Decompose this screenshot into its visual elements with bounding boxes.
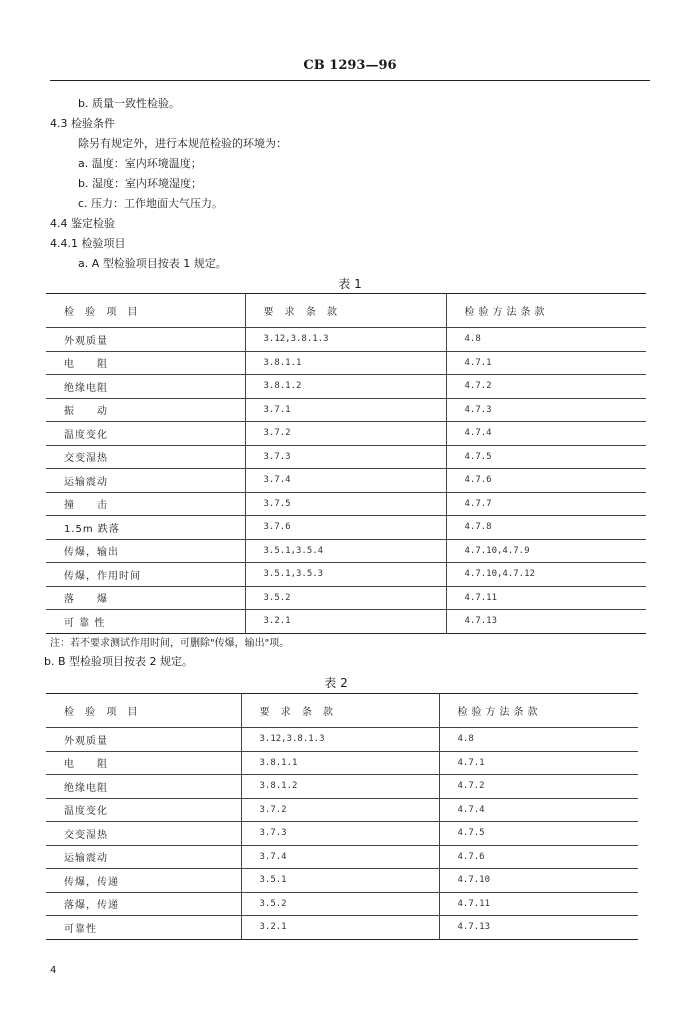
requirement-clause: 3.12,3.8.1.3 [245, 328, 446, 352]
body-line: b. 湿度：室内环境湿度； [78, 177, 202, 190]
table-row [46, 586, 646, 610]
table-row [46, 798, 638, 822]
requirement-clause: 3.8.1.1 [245, 351, 446, 375]
table-row [46, 610, 646, 634]
section-heading: 4.4 鉴定检验 [50, 217, 115, 230]
requirement-clause: 3.2.1 [241, 916, 439, 940]
table-row [46, 892, 638, 916]
table-row [46, 563, 646, 587]
table-row [46, 492, 646, 516]
inspection-item: 交变湿热 [46, 445, 245, 469]
table-row [46, 516, 646, 540]
table2-caption: 表 2 [324, 676, 348, 690]
test-method-clause: 4.7.4 [446, 422, 646, 446]
requirement-clause: 3.5.1,3.5.3 [245, 563, 446, 587]
test-method-clause: 4.7.4 [439, 798, 638, 822]
column-header: 检验方法条款 [446, 294, 646, 328]
standard-code: CB 1293—96 [303, 58, 397, 73]
requirement-clause: 3.7.2 [241, 798, 439, 822]
body-line: a. 温度：室内环境温度； [78, 157, 202, 170]
column-header: 检 验 项 目 [64, 707, 142, 718]
body-line: b. 质量一致性检验。 [78, 97, 180, 110]
column-header: 要 求 条 款 [245, 294, 446, 328]
table-header-row [46, 694, 638, 728]
test-method-clause: 4.7.11 [446, 586, 646, 610]
table-row [46, 822, 638, 846]
requirement-clause: 3.7.4 [241, 845, 439, 869]
table-row [46, 398, 646, 422]
table-row [46, 351, 646, 375]
test-method-clause: 4.7.13 [446, 610, 646, 634]
subsection-heading: 4.4.1 检验项目 [50, 237, 126, 250]
requirement-clause: 3.7.6 [245, 516, 446, 540]
table-row [46, 845, 638, 869]
inspection-item: 运输震动 [46, 469, 245, 493]
test-method-clause: 4.7.1 [439, 751, 638, 775]
test-method-clause: 4.7.6 [439, 845, 638, 869]
table-header-row [46, 294, 646, 328]
table-row [46, 328, 646, 352]
table-row [46, 728, 638, 752]
inspection-item: 可 靠 性 [46, 610, 245, 634]
inspection-item: 交变湿热 [46, 822, 241, 846]
header-rule [50, 80, 650, 81]
test-method-clause: 4.7.3 [446, 398, 646, 422]
inspection-item: 传爆，传递 [46, 869, 241, 893]
inspection-item: 落爆，传递 [46, 892, 241, 916]
test-method-clause: 4.7.7 [446, 492, 646, 516]
table-row [46, 445, 646, 469]
inspection-item: 绝缘电阻 [46, 775, 241, 799]
table-row [46, 775, 638, 799]
inspection-item: 温度变化 [46, 422, 245, 446]
table1-note: 注：若不要求测试作用时间，可删除"传爆，输出"项。 [50, 638, 290, 649]
table-row [46, 751, 638, 775]
test-method-clause: 4.7.13 [439, 916, 638, 940]
test-method-clause: 4.7.2 [446, 375, 646, 399]
body-line: b. B 型检验项目按表 2 规定。 [44, 655, 194, 668]
body-line: 除另有规定外，进行本规范检验的环境为： [78, 137, 287, 150]
inspection-item: 传爆，输出 [46, 539, 245, 563]
table-row [46, 375, 646, 399]
requirement-clause: 3.5.2 [241, 892, 439, 916]
table-row [46, 916, 638, 940]
requirement-clause: 3.7.2 [245, 422, 446, 446]
inspection-item: 温度变化 [46, 798, 241, 822]
test-method-clause: 4.8 [439, 728, 638, 752]
inspection-item: 振 动 [46, 398, 245, 422]
requirement-clause: 3.8.1.2 [241, 775, 439, 799]
table-row [46, 869, 638, 893]
requirement-clause: 3.8.1.1 [241, 751, 439, 775]
inspection-item: 撞 击 [46, 492, 245, 516]
requirement-clause: 3.7.1 [245, 398, 446, 422]
test-method-clause: 4.7.5 [439, 822, 638, 846]
inspection-item: 外观质量 [46, 328, 245, 352]
inspection-table-1 [46, 293, 646, 634]
test-method-clause: 4.7.1 [446, 351, 646, 375]
test-method-clause: 4.7.6 [446, 469, 646, 493]
inspection-item: 绝缘电阻 [46, 375, 245, 399]
test-method-clause: 4.7.11 [439, 892, 638, 916]
body-line: c. 压力：工作地面大气压力。 [78, 197, 224, 210]
inspection-item: 1.5m 跌落 [46, 516, 245, 540]
test-method-clause: 4.7.8 [446, 516, 646, 540]
requirement-clause: 3.7.5 [245, 492, 446, 516]
test-method-clause: 4.7.10,4.7.9 [446, 539, 646, 563]
requirement-clause: 3.7.3 [241, 822, 439, 846]
requirement-clause: 3.5.2 [245, 586, 446, 610]
test-method-clause: 4.7.2 [439, 775, 638, 799]
inspection-item: 传爆，作用时间 [46, 563, 245, 587]
page-number: 4 [50, 965, 57, 976]
inspection-item: 外观质量 [46, 728, 241, 752]
inspection-item: 电 阻 [46, 351, 245, 375]
inspection-item: 可靠性 [46, 916, 241, 940]
requirement-clause: 3.5.1,3.5.4 [245, 539, 446, 563]
test-method-clause: 4.7.10 [439, 869, 638, 893]
table1-caption: 表 1 [338, 277, 362, 291]
inspection-item: 运输震动 [46, 845, 241, 869]
requirement-clause: 3.2.1 [245, 610, 446, 634]
requirement-clause: 3.7.3 [245, 445, 446, 469]
requirement-clause: 3.5.1 [241, 869, 439, 893]
table-row [46, 422, 646, 446]
test-method-clause: 4.7.5 [446, 445, 646, 469]
inspection-item: 落 爆 [46, 586, 245, 610]
column-header: 检 验 项 目 [64, 307, 142, 318]
table-row [46, 469, 646, 493]
inspection-item: 电 阻 [46, 751, 241, 775]
requirement-clause: 3.12,3.8.1.3 [241, 728, 439, 752]
requirement-clause: 3.7.4 [245, 469, 446, 493]
requirement-clause: 3.8.1.2 [245, 375, 446, 399]
table-row [46, 539, 646, 563]
inspection-table-2 [46, 693, 638, 940]
column-header: 检验方法条款 [439, 694, 638, 728]
test-method-clause: 4.8 [446, 328, 646, 352]
column-header: 要 求 条 款 [241, 694, 439, 728]
body-line: a. A 型检验项目按表 1 规定。 [78, 257, 227, 270]
test-method-clause: 4.7.10,4.7.12 [446, 563, 646, 587]
section-heading: 4.3 检验条件 [50, 117, 115, 130]
